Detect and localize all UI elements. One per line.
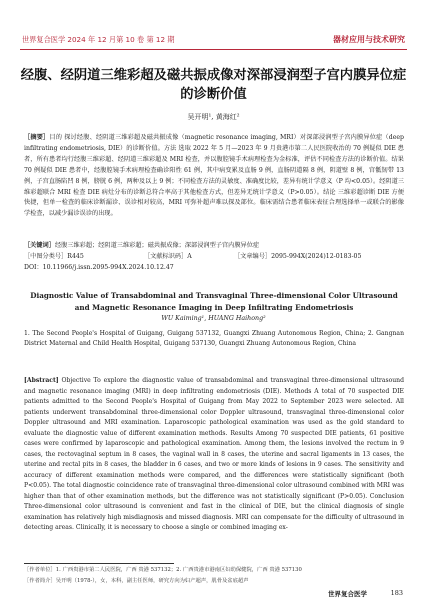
article-identifiers [24,252,404,274]
abstract-en-label: [Abstract] [24,377,59,384]
abstract-cn-text: 目的 探讨经腹、经阴道三维彩超及磁共振成像（magnetic resonance imaging, MRI）对深部浸润型子宫内膜异位症（deep infiltrating endometriosis, DIE）的诊断价值。方法 选取 2022 年 5 月—2023 年 9 月贵港市第二人民医院收治的 70 例疑似 DIE 患者，所有患者均行经腹三维彩超、经阴道三维彩超及 MRI 检查，并以腹腔镜手术病理检查为金标准，评估不同检查方法的诊断价值。结果 70 例疑似 DIE 患者中，经腹腔镜手术病理检查确诊阳性 61 例，其中病变累及直肠 9 例，直肠阴道隔 8 例，阴道壁 8 例，宫骶韧带 13 例，子宫直肠陷凹 8 例，膀胱 6 例，两种及以上 9 例；不同检查方法的灵敏度、准确度比较，差异有统计学意义（P 均<0.05）。经阴道三维彩超联合 MRI 检查 DIE 病灶分布的诊断总符合率高于其他检查方式，但差异无统计学意义（P>0.05）。结论 三维彩超诊断 DIE 方便快捷，但单一检查的临床诊断漏诊、误诊相对较高，MRI 可弥补超声难以探及部位。临床需结合患者临床表征合理选择单一或联合的影像学检查，以减少漏诊误诊的出现。 [24,134,404,218]
keywords-cn-label: ［关键词］ [24,242,55,249]
abstract-en-text: Objective To explore the diagnostic value of transabdominal and transvaginal three-dimensional ultrasound and magnetic resonance imaging (MRI) in deep infiltrating endometriosis (DIE). Methods A total of 70 suspected DIE patients admitted to the Second People's Hospital of Guigang from May 2022 to September 2023 were selected. All patients underwent transabdominal three-dimensional color Doppler ultrasound, transvaginal three-dimensional color Doppler ultrasound and MRI examination. Laparoscopic pathological examination was used as the gold standard to evaluate the diagnostic value of different examination methods. Results Among 70 suspected DIE patients, 61 positive cases were confirmed by laparoscopic and pathological examination. Among them, the lesions involved the rectum in 9 cases, the rectovaginal septum in 8 cases, the vaginal wall in 8 cases, the uterine and sacral ligaments in 13 cases, the uterine and rectal pits in 8 cases, the bladder in 6 cases, and two or more kinds of lesions in 9 cases. The sensitivity and accuracy of different examination methods were compared, and the differences were statistically significant (both P<0.05). The total diagnostic coincidence rate of transvaginal three-dimensional color ultrasound combined with MRI was higher than that of other examination methods, but the difference was not statistically significant (P>0.05). Conclusion Three-dimensional color ultrasound is convenient and fast in the clinical of DIE, but the clinical diagnosis of single examination has relatively high misdiagnosis and missed diagnosis. MRI can compensate for the difficulty of ultrasound in detecting areas. Clinically, it is necessary to choose a single or combined imaging ex- [24,377,405,531]
journal-issue: 世界复合医学 2024 年 12 月第 10 卷 第 12 期 [22,35,175,44]
affiliations-en: 1. The Second People's Hospital of Guigang, Guigang 537132, Guangxi Zhuang Autonomous Region, China; 2. Gangnan District Maternal and Child Health Hospital, Guigang 537130, Guangxi Zhuang Autonomous Region, China [24,330,404,348]
footnote-author-bio: ［作者简介］吴开明（1978-），女，本科，副主任医师，研究方向为妇产超声，肌骨及盆底超声 [24,578,249,584]
page-number: 183 [390,589,403,597]
footer-journal: 世界复合医学 [328,590,367,598]
abstract-en [24,376,404,534]
authors-cn: 吴开明¹, 黄海红² [187,113,240,121]
page-header [0,0,427,55]
footnote-rule [24,563,174,564]
keywords-cn [24,241,259,252]
footnote-affiliation: ［作者单位］1. 广西贵港市第二人民医院，广西 贵港 537132；2. 广西贵港市港南区妇幼保健院，广西 贵港 537130 [24,567,302,573]
doi: DOI：10.11966/j.issn.2095-994X.2024.10.12.47 [24,263,174,271]
document-code: ［文献标识码］A [144,253,192,260]
article-title-cn: 经腹、经阴道三维彩超及磁共振成像对深部浸润型子宫内膜异位症的诊断价值 [20,68,407,102]
keywords-cn-text: 经腹三维彩超；经阴道三维彩超；磁共振成像；深部浸润型子宫内膜异位症 [54,242,260,249]
abstract-cn-label: ［摘要］ [24,134,50,141]
authors-en: WU Kaiming¹, HUANG Haihong² [161,315,266,322]
article-number: ［文章编号］2095-994X(2024)12-0183-05 [234,253,362,260]
header-rule [20,49,407,50]
article-title-en: Diagnostic Value of Transabdominal and Transvaginal Three-dimensional Color Ultrasound and Magnetic Resonance Imaging in Deep Infiltrating Endometriosis [30,291,398,312]
clc-number: ［中图分类号］R445 [24,253,84,260]
abstract-cn [24,133,404,220]
section-name: 器材应用与技术研究 [333,35,405,44]
